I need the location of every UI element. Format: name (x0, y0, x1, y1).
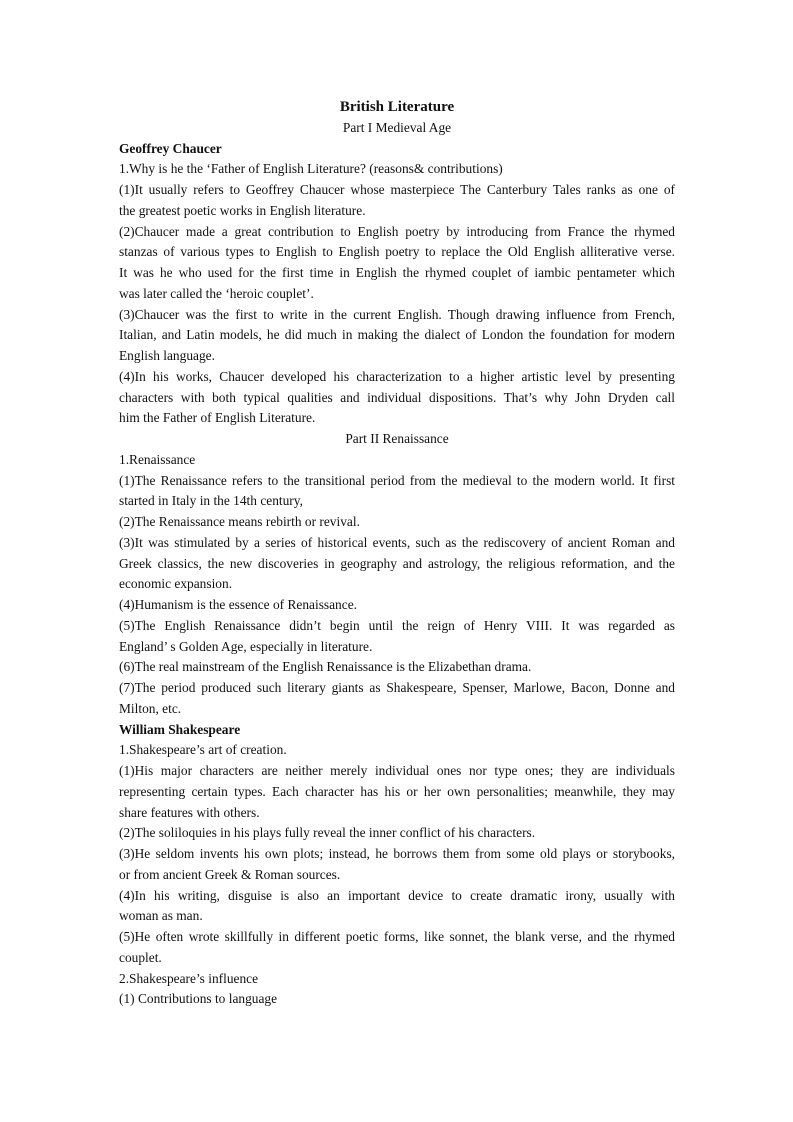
text-line: Italian, and Latin models, he did much in making the dialect of London the foundation for modern (119, 327, 675, 343)
text-line: characters with both typical qualities and individual dispositions. That’s why John Dryden call (119, 389, 675, 405)
author-heading: Geoffrey Chaucer (119, 140, 222, 156)
question: 1.Renaissance (119, 451, 196, 467)
text-line: English language. (119, 348, 215, 363)
text-line: him the Father of English Literature. (119, 410, 316, 426)
text-line: (5)He often wrote skillfully in different poetic forms, like sonnet, the blank verse, and the rhymed (119, 929, 675, 944)
section-heading: Part II Renaissance (345, 431, 449, 446)
text-line: the greatest poetic works in English literature. (119, 202, 366, 218)
text-line: (3)It was stimulated by a series of historical events, such as the rediscovery of ancient Roman and (119, 534, 675, 550)
document-title: British Literature (339, 99, 455, 115)
text-line: (6)The real mainstream of the English Renaissance is the Elizabethan drama. (119, 659, 532, 675)
text-line: share features with others. (119, 804, 260, 820)
text-line: (4)In his works, Chaucer developed his characterization to a higher artistic level by presenting (119, 368, 675, 384)
question: 2.Shakespeare’s influence (119, 970, 259, 986)
text-line: (2)The soliloquies in his plays fully reveal the inner conflict of his characters. (119, 825, 536, 841)
text-line: Milton, etc. (119, 700, 182, 716)
text-line: (2)Chaucer made a great contribution to English poetry by introducing from France the rhymed (119, 223, 675, 239)
text-line: (4)Humanism is the essence of Renaissance. (119, 597, 357, 612)
text-line: (1) Contributions to language (119, 991, 278, 1007)
text-line: representing certain types. Each character has his or her own personalities; meanwhile, they may (119, 783, 675, 799)
question: 1.Shakespeare’s art of creation. (119, 742, 287, 758)
document-body (119, 118, 675, 1010)
text-line: woman as man. (119, 908, 203, 924)
text-line: stanzas of various types to English to English poetry to replace the Old English alliterative verse. (119, 244, 675, 260)
text-line: England’ s Golden Age, especially in literature. (119, 638, 373, 654)
text-line: (3)He seldom invents his own plots; instead, he borrows them from some old plays or storybooks, (119, 846, 675, 861)
text-line: (7)The period produced such literary giants as Shakespeare, Spenser, Marlowe, Bacon, Donne and (119, 680, 675, 695)
text-line: economic expansion. (119, 576, 233, 592)
text-line: (2)The Renaissance means rebirth or revival. (119, 514, 360, 529)
text-line: couplet. (119, 949, 162, 965)
question: 1.Why is he the ‘Father of English Literature? (reasons& contributions) (119, 161, 503, 177)
text-line: was later called the ‘heroic couplet’. (119, 285, 314, 301)
text-line: Greek classics, the new discoveries in geography and astrology, the religious reformation, and the (119, 555, 675, 571)
text-line: (3)Chaucer was the first to write in the current English. Though drawing influence from French, (119, 306, 675, 322)
text-line: (1)The Renaissance refers to the transitional period from the medieval to the modern world. It first (119, 472, 675, 488)
text-line: (1)It usually refers to Geoffrey Chaucer whose masterpiece The Canterbury Tales ranks as one of (119, 182, 675, 197)
text-line: started in Italy in the 14th century, (119, 493, 303, 509)
text-line: (5)The English Renaissance didn’t begin until the reign of Henry VIII. It was regarded as (119, 617, 675, 633)
document-page (119, 97, 675, 1010)
author-heading: William Shakespeare (119, 721, 241, 737)
text-line: (4)In his writing, disguise is also an important device to create dramatic irony, usually with (119, 887, 675, 903)
text-line: (1)His major characters are neither merely individual ones nor type ones; they are individuals (119, 763, 675, 778)
text-line: or from ancient Greek & Roman sources. (119, 866, 341, 882)
section-heading: Part I Medieval Age (342, 119, 452, 135)
text-line: It was he who used for the first time in English the rhymed couplet of iambic pentameter which (119, 265, 675, 280)
